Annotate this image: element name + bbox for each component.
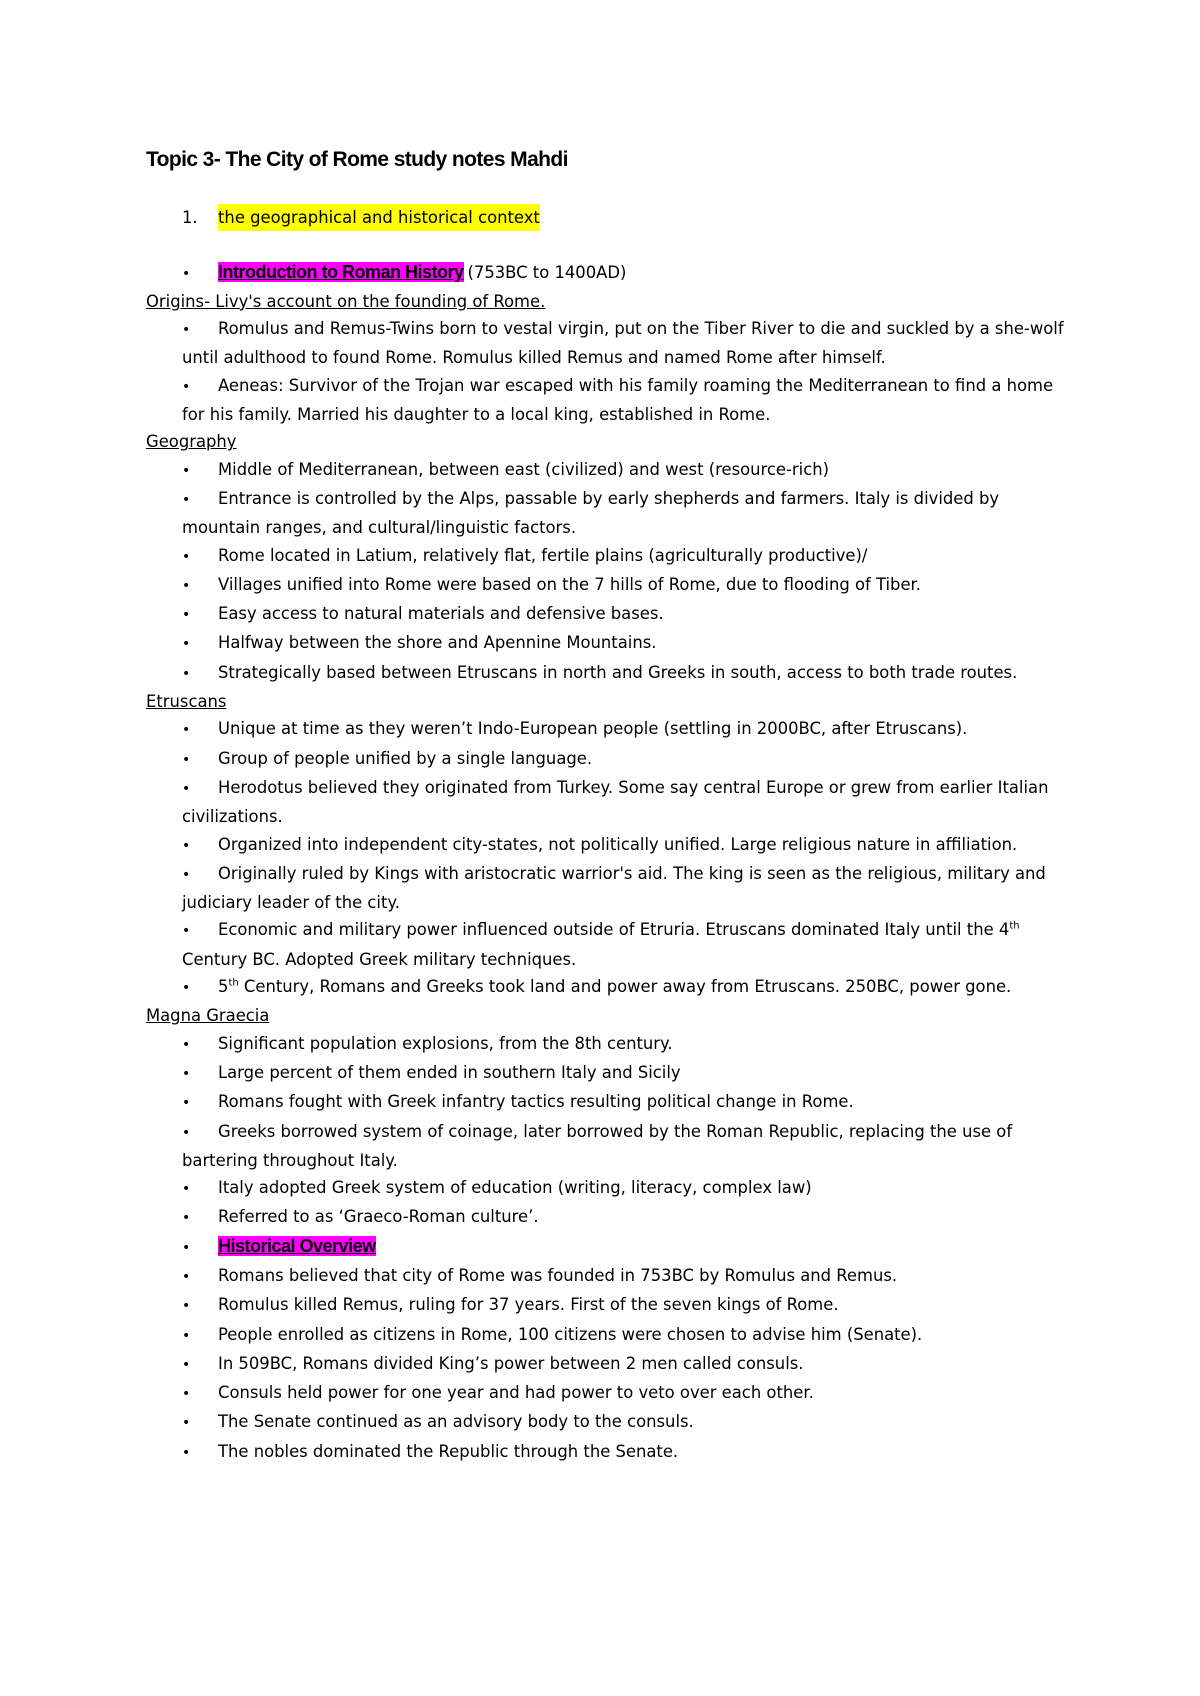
list-item [146,831,1066,860]
list-item [146,456,1066,485]
list-item [146,973,1066,1002]
bullet-icon: • [182,1065,191,1082]
geography-item-2: Entrance is controlled by the Alps, passable by early shepherds and farmers. Italy is divided by mountain ranges, and cultural/linguistic factors. [182,488,1000,538]
etruscans-item-5: Originally ruled by Kings with aristocratic warrior's aid. The king is seen as the religious, military and judiciary leader of the city. [182,863,1046,913]
bullet-icon: • [182,1210,191,1227]
origins-item-1: Romulus and Remus-Twins born to vestal virgin, put on the Tiber River to die and suckled by a she-wolf until adulthood to found Rome. Romulus killed Remus and named Rome after himself. [182,319,1064,368]
bullet-icon: • [182,462,191,479]
geography-heading: Geography [146,432,237,452]
overview-item-6: The Senate continued as an advisory body to the consuls. [218,1412,694,1432]
etruscans-item-4: Organized into independent city-states, not politically unified. Large religious nature in affiliation. [218,834,1018,854]
bullet-icon: • [182,780,191,797]
document-body [146,204,1066,1467]
bullet-icon: • [182,751,191,768]
origins-heading: Origins- Livy's account on the founding of Rome. [146,291,546,311]
list-item [146,1030,1066,1059]
magna-graecia-item-5: Italy adopted Greek system of education (writing, literacy, complex law) [218,1178,812,1198]
geography-item-6: Halfway between the shore and Apennine Mountains. [218,633,657,653]
magna-graecia-heading: Magna Graecia [146,1006,270,1026]
bullet-icon: • [182,378,191,395]
list-item [146,1438,1066,1467]
etruscans-item-7-pre: 5 [218,977,229,997]
bullet-icon: • [182,607,191,624]
list-item [146,1321,1066,1350]
etruscans-item-6-pre: Economic and military power influenced outside of Etruria. Etruscans dominated Italy until the 4 [218,920,1010,940]
bullet-icon: • [182,1268,191,1285]
bullet-icon: • [182,665,191,682]
list-item [146,1059,1066,1088]
bullet-icon: • [182,980,191,997]
list-item [146,715,1066,744]
magna-graecia-item-6: Referred to as ‘Graeco-Roman culture’. [218,1207,539,1227]
list-item [146,1350,1066,1379]
list-item [146,1291,1066,1320]
bullet-icon: • [182,322,191,339]
historical-overview-heading: Historical Overview [218,1235,376,1256]
historical-overview-bullet [146,1233,1066,1262]
overview-item-7: The nobles dominated the Republic through the Senate. [218,1441,679,1461]
bullet-icon: • [182,1327,191,1344]
bullet-icon: • [182,1298,191,1315]
geography-item-7: Strategically based between Etruscans in north and Greeks in south, access to both trade routes. [218,662,1018,682]
list-item [146,629,1066,658]
etruscans-heading: Etruscans [146,692,227,712]
etruscans-item-7-sup: th [228,977,239,989]
numbered-item [146,204,1066,231]
bullet-icon: • [182,722,191,739]
list-item [146,315,1066,372]
list-item [146,1262,1066,1291]
geography-item-4: Villages unified into Rome were based on the 7 hills of Rome, due to flooding of Tiber. [218,574,921,594]
etruscans-item-3: Herodotus believed they originated from Turkey. Some say central Europe or grew from earlier Italian civilizations. [182,777,1049,827]
bullet-icon: • [182,837,191,854]
magna-graecia-item-2: Large percent of them ended in southern Italy and Sicily [218,1062,681,1082]
bullet-icon: • [182,1036,191,1053]
etruscans-item-6-post: Century BC. Adopted Greek military techniques. [182,949,577,969]
bullet-icon: • [182,1415,191,1432]
list-item [146,600,1066,629]
overview-item-3: People enrolled as citizens in Rome, 100 citizens were chosen to advise him (Senate). [218,1324,923,1344]
overview-item-5: Consuls held power for one year and had power to veto over each other. [218,1383,814,1403]
bullet-icon: • [182,548,191,565]
overview-item-2: Romulus killed Remus, ruling for 37 years. First of the seven kings of Rome. [218,1295,839,1315]
highlighted-subtitle: the geographical and historical context [218,204,540,231]
intro-bullet [146,259,1066,288]
list-item [146,1408,1066,1437]
item-number: 1. [182,208,198,227]
intro-range: (753BC to 1400AD) [467,262,627,282]
magna-graecia-item-1: Significant population explosions, from the 8th century. [218,1033,673,1053]
list-item [146,1174,1066,1203]
list-item [146,860,1066,917]
list-item [146,1118,1066,1175]
document-title: Topic 3- The City of Rome study notes Mahdi [146,148,568,171]
bullet-icon: • [182,491,191,508]
list-item [146,659,1066,688]
list-item [146,745,1066,774]
etruscans-item-6-sup: th [1009,920,1020,932]
bullet-icon: • [182,1386,191,1403]
magna-graecia-item-3: Romans fought with Greek infantry tactics resulting political change in Rome. [218,1092,854,1112]
etruscans-item-2: Group of people unified by a single language. [218,748,593,768]
overview-item-1: Romans believed that city of Rome was founded in 753BC by Romulus and Remus. [218,1265,898,1285]
bullet-icon: • [182,1181,191,1198]
list-item [146,916,1066,973]
list-item [146,571,1066,600]
magna-graecia-item-4: Greeks borrowed system of coinage, later borrowed by the Roman Republic, replacing the use of bartering throughout Italy. [182,1121,1013,1170]
geography-item-5: Easy access to natural materials and defensive bases. [218,604,664,624]
bullet-icon: • [182,1239,191,1256]
list-item [146,1379,1066,1408]
etruscans-item-1: Unique at time as they weren’t Indo-European people (settling in 2000BC, after Etruscans). [218,719,968,739]
bullet-icon: • [182,636,191,653]
list-item [146,1088,1066,1117]
list-item [146,542,1066,571]
geography-item-1: Middle of Mediterranean, between east (civilized) and west (resource-rich) [218,459,830,479]
list-item [146,774,1066,831]
bullet-icon: • [182,1356,191,1373]
bullet-icon: • [182,866,191,883]
bullet-icon: • [182,1124,191,1141]
origins-item-2: Aeneas: Survivor of the Trojan war escaped with his family roaming the Mediterranean to find a home for his family. Married his daughter to a local king, established in Rome. [182,375,1054,425]
list-item [146,485,1066,542]
intro-heading: Introduction to Roman History [218,261,464,282]
bullet-icon: • [182,265,191,282]
list-item [146,1203,1066,1232]
bullet-icon: • [182,577,191,594]
bullet-icon: • [182,1095,191,1112]
bullet-icon: • [182,923,191,940]
overview-item-4: In 509BC, Romans divided King’s power between 2 men called consuls. [218,1353,804,1373]
list-item [146,372,1066,429]
etruscans-item-7-post: Century, Romans and Greeks took land and power away from Etruscans. 250BC, power gone. [238,977,1012,997]
geography-item-3: Rome located in Latium, relatively flat, fertile plains (agriculturally productive)/ [218,545,868,565]
bullet-icon: • [182,1444,191,1461]
